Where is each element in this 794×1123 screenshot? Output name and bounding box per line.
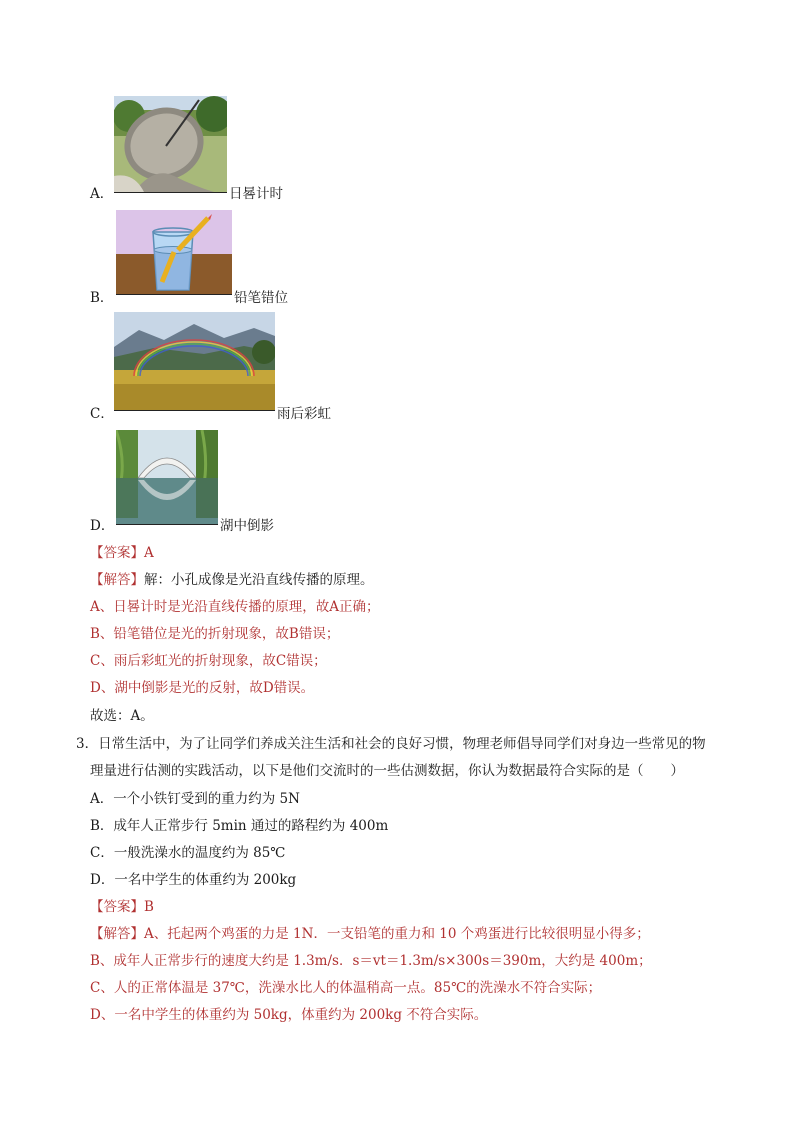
rainbow-photo: [114, 312, 275, 411]
option-a-letter: A．: [90, 186, 114, 202]
q2-analysis-tag: 【解答】: [90, 572, 144, 588]
q3-option-a: A．一个小铁钉受到的重力约为 5N: [90, 791, 300, 807]
option-c-letter: C．: [90, 406, 114, 422]
option-d-caption: 湖中倒影: [220, 518, 274, 534]
q2-analysis-intro-line: [90, 568, 374, 588]
q3-answer-line: [90, 895, 154, 915]
q2-conclusion: 故选：A。: [90, 708, 154, 724]
q2-answer-value: A: [144, 545, 154, 561]
option-c-caption: 雨后彩虹: [277, 406, 331, 422]
q3-stem-line2: 理量进行估测的实践活动，以下是他们交流时的一些估测数据，你认为数据最符合实际的是（ ）: [90, 763, 684, 779]
q3-analysis-line-c: C、人的正常体温是 37℃，洗澡水比人的体温稍高一点。85℃的洗澡水不符合实际；: [90, 980, 602, 996]
q3-analysis-line-d: D、一名中学生的体重约为 50kg，体重约为 200kg 不符合实际。: [90, 1007, 488, 1023]
option-d-letter: D．: [90, 518, 115, 534]
q3-number: 3．: [76, 736, 99, 752]
q2-analysis-line-a: A、日晷计时是光沿直线传播的原理，故A正确；: [90, 599, 380, 615]
option-a-caption: 日晷计时: [229, 186, 283, 202]
q3-option-d: D．一名中学生的体重约为 200kg: [90, 872, 297, 888]
q3-analysis-first: A、托起两个鸡蛋的力是 1N．一支铅笔的重力和 10 个鸡蛋进行比较很明显小得多；: [144, 926, 650, 942]
q2-analysis-line-c: C、雨后彩虹光的折射现象，故C错误；: [90, 653, 327, 669]
q3-option-c: C．一般洗澡水的温度约为 85℃: [90, 845, 286, 861]
q3-stem-text-1: 日常生活中，为了让同学们养成关注生活和社会的良好习惯，物理老师倡导同学们对身边一些常见的物: [98, 736, 706, 752]
pencil-in-glass-illustration: [116, 210, 232, 295]
q2-answer-line: [90, 541, 154, 561]
q3-option-b: B．成年人正常步行 5min 通过的路程约为 400m: [90, 818, 389, 834]
q2-analysis-intro: 解：小孔成像是光沿直线传播的原理。: [144, 572, 374, 588]
q2-analysis-line-d: D、湖中倒影是光的反射，故D错误。: [90, 680, 315, 696]
q3-analysis-tag: 【解答】: [90, 926, 144, 942]
q3-answer-value: B: [144, 899, 154, 915]
q2-analysis-line-b: B、铅笔错位是光的折射现象，故B错误；: [90, 626, 340, 642]
q3-answer-tag: 【答案】: [90, 899, 144, 915]
bridge-reflection-photo: [116, 430, 218, 525]
q3-analysis-line-b: B、成年人正常步行的速度大约是 1.3m/s．s＝vt＝1.3m/s×300s＝390m，大约是 400m；: [90, 953, 652, 969]
option-b-caption: 铅笔错位: [234, 290, 288, 306]
sundial-photo: [114, 96, 227, 193]
q3-analysis-first-line: [90, 922, 650, 942]
option-b-letter: B．: [90, 290, 114, 306]
q3-stem-line1: [76, 732, 706, 752]
q2-answer-tag: 【答案】: [90, 545, 144, 561]
